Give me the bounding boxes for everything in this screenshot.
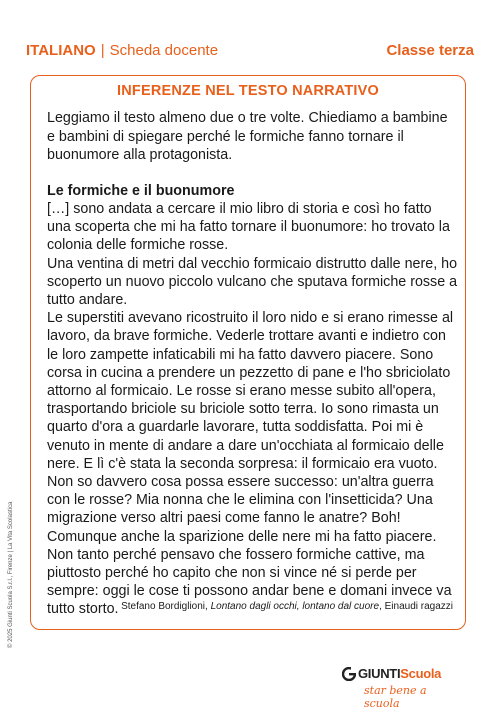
citation [121, 601, 453, 612]
header-left [26, 42, 218, 59]
logo-brand-main: GIUNTI [358, 666, 401, 681]
story-paragraph: Le superstiti avevano ricostruito il loro nido e si erano rimesse al lavoro, da brave formiche. Vederle trottare avanti e indietro con le loro zampette infaticabili mi ha fatto davvero piacere. Sono corsa in cucina a prendere un pezzetto di pane e l'ho sbriciolato attorno al formicaio. Le rosse si erano messe subito all'opera, trasportando briciole su briciole sotto terra. Io sono rimasta un quarto d'ora a guardarle lavorare, tutta soddisfatta. Poi mi è venuto in mente di andare a dare un'occhiata al formicaio delle nere. E lì c'è stata la seconda sorpresa: il formicaio era vuoto. [47, 310, 454, 472]
story-paragraph: Non so davvero cosa possa essere successo: un'altra guerra con le rosse? Mia nonna che le elimina con l'insetticida? Una migrazione verso altri paesi come fanno le anatre? Boh! [47, 474, 434, 527]
logo-brand [358, 666, 441, 681]
page-header [20, 40, 474, 64]
citation-author: Stefano Bordiglioni, [121, 601, 211, 612]
intro-text: Leggiamo il testo almeno due o tre volte. Chiediamo a bambine e bambini di spiegare perché le formiche fanno tornare il buonumore alla protagonista. [47, 110, 448, 163]
story-paragraph: Una ventina di metri dal vecchio formicaio distrutto dalle nere, ho scoperto un nuovo piccolo vulcano che sputava formiche rosse a tutto andare. [47, 255, 458, 309]
header-separator: | [100, 42, 105, 59]
story-body [47, 200, 459, 619]
publisher-logo [342, 664, 462, 710]
logo-tagline: star bene a scuola [364, 684, 427, 710]
subject-label: ITALIANO [26, 42, 96, 59]
giunti-logo-icon [342, 667, 356, 681]
worksheet-card [30, 75, 466, 630]
copyright-credit: © 2025 Giunti Scuola S.r.l., Firenze | La Vita Scolastica [8, 501, 14, 648]
story-paragraph: […] sono andata a cercare il mio libro di storia e così ho fatto una scoperta che mi ha fatto tornare il buonumore: ho trovato la colonia delle formiche rosse. [47, 201, 450, 254]
citation-publisher: , Einaudi ragazzi [379, 601, 453, 612]
grade-label: Classe terza [386, 42, 474, 59]
story-paragraph: Comunque anche la sparizione delle nere mi ha fatto piacere. Non tanto perché pensavo che fossero formiche cattive, ma piuttosto perché ho capito che non si vince né si perde per sempre: oggi le cose ti possono andar bene e domani invece va tutto storto. [47, 528, 452, 618]
citation-book: Lontano dagli occhi, lontano dal cuore [210, 601, 380, 612]
worksheet-title: INFERENZE NEL TESTO NARRATIVO [117, 83, 379, 99]
story-title: Le formiche e il buonumore [47, 183, 235, 199]
logo-brand-sub: Scuola [400, 666, 442, 681]
section-label: Scheda docente [109, 42, 219, 59]
